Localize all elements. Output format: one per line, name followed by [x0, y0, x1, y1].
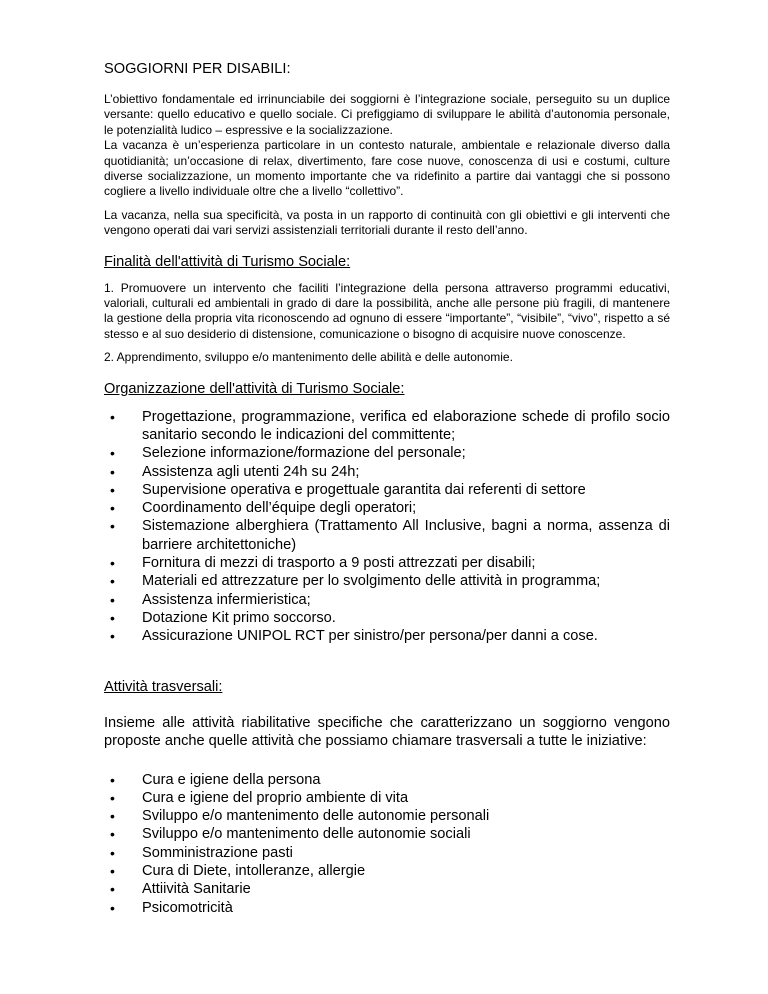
intro-paragraph-3: La vacanza, nella sua specificità, va posta in un rapporto di continuità con gli obiettivi e gli interventi che vengono operati dai vari servizi assistenziali territoriali durante il resto dell’anno. [104, 207, 670, 238]
list-item: • Assistenza agli utenti 24h su 24h; [110, 463, 360, 480]
bullet-icon: • [110, 826, 115, 843]
list-item: • Coordinamento dell’équipe degli operatori; [110, 500, 417, 517]
bullet-icon: • [110, 899, 115, 916]
list-item: • Somministrazione pasti [110, 844, 293, 861]
organizzazione-heading: Organizzazione dell'attività di Turismo Sociale: [104, 380, 405, 397]
bullet-icon: • [110, 844, 115, 861]
list-item: • Attiività Sanitarie [110, 881, 251, 898]
bullet-icon: • [110, 863, 115, 880]
list-item: • Fornitura di mezzi di trasporto a 9 posti attrezzati per disabili; [110, 555, 536, 572]
finalita-paragraph-1: 1. Promuovere un intervento che faciliti l’integrazione della persona attraverso programmi educativi, valoriali, culturali ed ambientali in grado di dare la possibilità, anche alle persone più fragili, di mantenere la gestione della propria vita riconoscendo ad ognuno di essere “importante”, “visibile”, “vivo”, rispetto a sé stesso e al suo desiderio di distensione, comunicazione o bisogno di acquisire nuove conoscenze. [104, 280, 670, 341]
page-title: SOGGIORNI PER DISABILI: [104, 61, 291, 77]
list-item: • Assicurazione UNIPOL RCT per sinistro/per persona/per danni a cose. [110, 628, 598, 645]
list-item: • Selezione informazione/formazione del personale; [110, 445, 466, 462]
list-item: • Cura e igiene della persona [110, 771, 321, 788]
bullet-icon: • [110, 808, 115, 825]
trasversali-heading: Attività trasversali: [104, 678, 223, 695]
bullet-icon: • [110, 500, 115, 517]
list-item: • Assistenza infermieristica; [110, 591, 311, 608]
list-item: • Supervisione operativa e progettuale garantita dai referenti di settore [110, 481, 586, 498]
list-item: • Dotazione Kit primo soccorso. [110, 609, 336, 626]
finalita-heading: Finalità dell'attività di Turismo Sociale: [104, 253, 351, 270]
bullet-icon: • [110, 628, 115, 645]
trasversali-intro: Insieme alle attività riabilitative specifiche che caratterizzano un soggiorno vengono proposte anche quelle attività che possiamo chiamare trasversali a tutte le iniziative: [104, 714, 670, 750]
list-item: • Sistemazione alberghiera (Trattamento All Inclusive, bagni a norma, assenza di barriere architettoniche) [110, 518, 670, 553]
bullet-icon: • [110, 789, 115, 806]
list-item: • Sviluppo e/o mantenimento delle autonomie personali [110, 808, 490, 825]
list-item: • Cura e igiene del proprio ambiente di vita [110, 789, 409, 806]
bullet-icon: • [110, 555, 115, 572]
document-page [104, 60, 670, 917]
list-item: • Cura di Diete, intolleranze, allergie [110, 863, 366, 880]
trasversali-list [104, 771, 670, 917]
bullet-icon: • [110, 573, 115, 590]
bullet-icon: • [110, 481, 115, 498]
intro-paragraph-1: L’obiettivo fondamentale ed irrinunciabile dei soggiorni è l’integrazione sociale, perseguito su un duplice versante: quello educativo e quello sociale. Ci prefiggiamo di sviluppare le abilità d’autonomia personale, le potenzialità ludico – espressive e la socializzazione. [104, 92, 670, 137]
bullet-icon: • [110, 518, 115, 535]
list-item: • Sviluppo e/o mantenimento delle autonomie sociali [110, 826, 471, 843]
bullet-icon: • [110, 771, 115, 788]
bullet-icon: • [110, 881, 115, 898]
bullet-icon: • [110, 463, 115, 480]
bullet-icon: • [110, 609, 115, 626]
bullet-icon: • [110, 408, 115, 425]
list-item: • Progettazione, programmazione, verifica ed elaborazione schede di profilo socio sanitario secondo le indicazioni del committente; [110, 408, 670, 443]
bullet-icon: • [110, 591, 115, 608]
intro-paragraph-2: La vacanza è un’esperienza particolare in un contesto naturale, ambientale e relazionale diverso dalla quotidianità; un’occasione di relax, divertimento, fare cose nuove, conoscenza di usi e costumi, culture diverse socializzazione, un momento importante che va ridefinito a partire dai vantaggi che si possono cogliere a livello individuale oltre che a livello “collettivo”. [104, 138, 670, 199]
organizzazione-list [104, 408, 670, 646]
finalita-paragraph-2: 2. Apprendimento, sviluppo e/o mantenimento delle abilità e delle autonomie. [104, 350, 513, 365]
bullet-icon: • [110, 445, 115, 462]
list-item: • Psicomotricità [110, 899, 233, 916]
list-item: • Materiali ed attrezzature per lo svolgimento delle attività in programma; [110, 573, 601, 590]
